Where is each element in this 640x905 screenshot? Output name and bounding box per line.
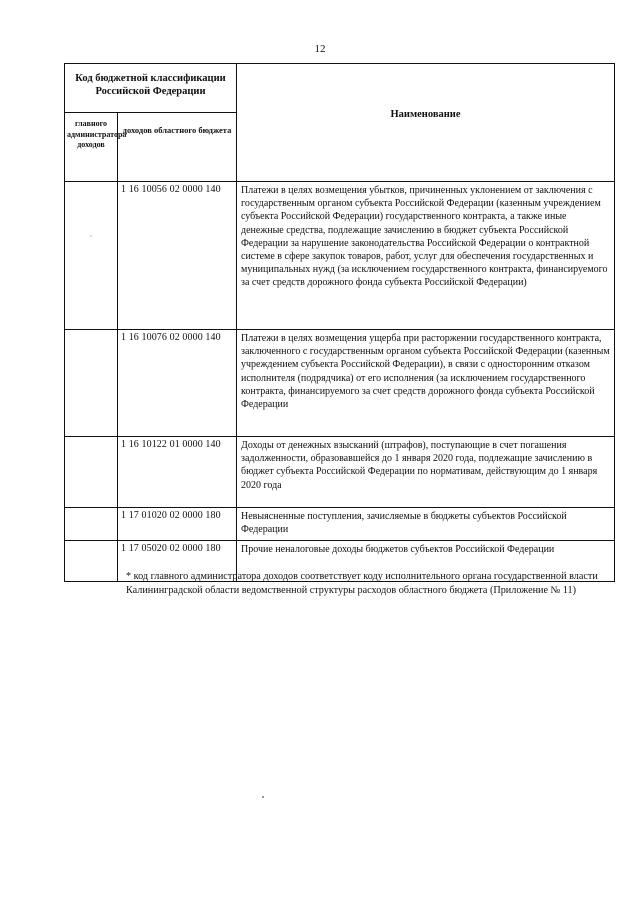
revenue-code-cell: 1 16 10122 01 0000 140 — [118, 437, 237, 508]
table-row — [65, 330, 615, 437]
header-name: Наименование — [237, 64, 615, 182]
revenue-code-cell: 1 17 01020 02 0000 180 — [118, 508, 237, 541]
admin-code-cell — [65, 541, 118, 582]
scan-speck — [262, 796, 264, 798]
table-row — [65, 437, 615, 508]
revenue-name-cell: Доходы от денежных взысканий (штрафов), поступающие в счет погашения задолженности, образовавшейся до 1 января 2020 года, подлежащие зачислению в бюджет субъекта Российской Федерации по нормативам, действующим до 1 января 2020 года — [237, 437, 615, 508]
header-admin-code: главного администратора доходов — [65, 113, 118, 182]
admin-code-cell — [65, 330, 118, 437]
revenue-code-cell: 1 16 10056 02 0000 140 — [118, 182, 237, 330]
admin-code-cell — [65, 437, 118, 508]
admin-code-cell — [65, 508, 118, 541]
revenue-code-cell: 1 17 05020 02 0000 180 — [118, 541, 237, 582]
revenue-name-cell: Платежи в целях возмещения убытков, причиненных уклонением от заключения с государственным органом субъекта Российской Федерации (казенным учреждением субъекта Российской Федерации) государственного контракта, а также иные денежные средства, подлежащие зачислению в бюджет субъекта Российской Федерации за нарушение законодательства Российской Федерации о контрактной системе в сфере закупок товаров, работ, услуг для обеспечения государственных и муниципальных нужд (за исключением государственного контракта, финансируемого за счет средств дорожного фонда субъекта Российской Федерации) — [237, 182, 615, 330]
revenue-name-cell: Невыясненные поступления, зачисляемые в бюджеты субъектов Российской Федерации — [237, 508, 615, 541]
table-row — [65, 182, 615, 330]
revenue-name-cell: Платежи в целях возмещения ущерба при расторжении государственного контракта, заключенного с государственным органом субъекта Российской Федерации (казенным учреждением субъекта Российской Федерации), в связи с односторонним отказом исполнителя (подрядчика) от его исполнения (за исключением государственного контракта, финансируемого за счет средств дорожного фонда субъекта Российской Федерации — [237, 330, 615, 437]
scan-mark: ˈ — [89, 234, 93, 243]
footnote: * код главного администратора доходов соответствует коду исполнительного органа государственной власти Калининградской области ведомственной структуры расходов областного бюджета (Приложение № 11) — [126, 571, 598, 596]
page-number: 12 — [314, 43, 326, 55]
admin-code-cell — [65, 182, 118, 330]
table-row — [65, 508, 615, 541]
header-revenue-code: доходов областного бюджета — [118, 113, 237, 182]
header-classification-code: Код бюджетной классификации Российской Федерации — [65, 64, 237, 113]
budget-classification-table — [64, 63, 615, 582]
revenue-code-cell: 1 16 10076 02 0000 140 — [118, 330, 237, 437]
revenue-name-cell: Прочие неналоговые доходы бюджетов субъектов Российской Федерации — [237, 541, 615, 582]
